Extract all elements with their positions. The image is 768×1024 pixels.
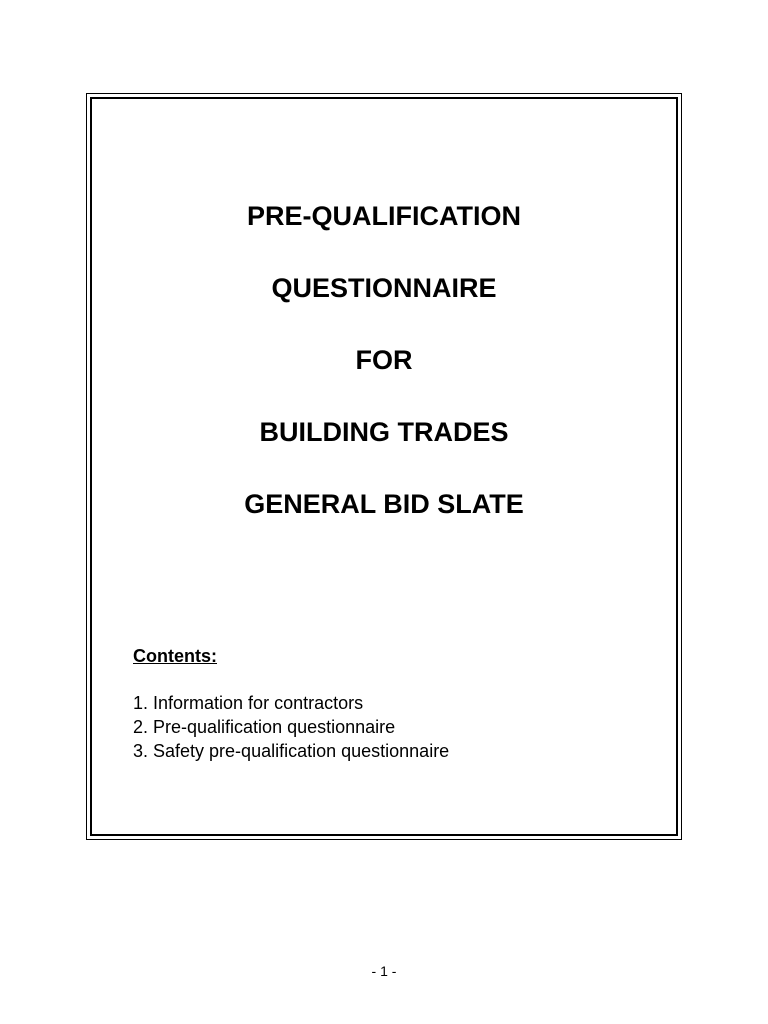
contents-item-safety: 3. Safety pre-qualification questionnaire: [133, 741, 450, 761]
contents-item-prequalification: 2. Pre-qualification questionnaire: [133, 717, 396, 737]
contents-item-information: 1. Information for contractors: [133, 693, 364, 713]
contents-list: [133, 691, 661, 763]
contents-heading: Contents:: [133, 646, 217, 666]
cover-frame: [86, 93, 682, 840]
title-line-prequalification: PRE-QUALIFICATION: [247, 201, 521, 231]
document-title: [87, 200, 681, 560]
title-line-for: FOR: [355, 345, 413, 375]
title-line-building-trades: BUILDING TRADES: [259, 417, 509, 447]
title-line-general-bid-slate: GENERAL BID SLATE: [244, 489, 524, 519]
page-number: - 1 -: [371, 963, 397, 979]
contents-section: [133, 645, 661, 763]
title-line-questionnaire: QUESTIONNAIRE: [271, 273, 497, 303]
